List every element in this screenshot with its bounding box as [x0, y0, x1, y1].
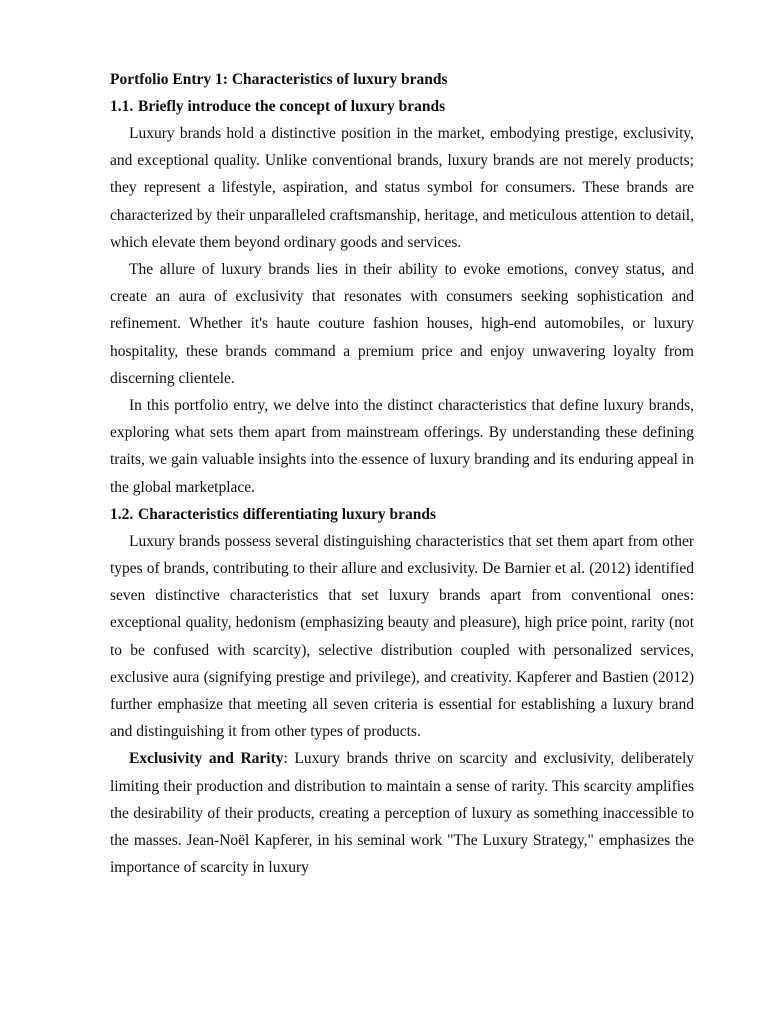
- document-title: Portfolio Entry 1: Characteristics of luxury brands: [110, 71, 448, 88]
- section-number: 1.2.: [110, 505, 134, 523]
- section-heading-text: Briefly introduce the concept of luxury brands: [138, 98, 446, 115]
- paragraph: The allure of luxury brands lies in their ability to evoke emotions, convey status, and create an aura of exclusivity that resonates with consumers seeking sophistication and refinement. Whether it's haute couture fashion houses, high-end automobiles, or luxury hospitality, these brands command a premium price and enjoy unwavering loyalty from discerning clientele.: [110, 261, 694, 387]
- paragraph: In this portfolio entry, we delve into the distinct characteristics that define luxury brands, exploring what sets them apart from mainstream offerings. By understanding these defining traits, we gain valuable insights into the essence of luxury branding and its enduring appeal in the global marketplace.: [110, 397, 694, 496]
- paragraph: Luxury brands possess several distinguishing characteristics that set them apart from other types of brands, contributing to their allure and exclusivity. De Barnier et al. (2012) identified seven distinctive characteristics that set luxury brands apart from conventional ones: exceptional quality, hedonism (emphasizing beauty and pleasure), high price point, rarity (not to be confused with scarcity), selective distribution coupled with personalized services, exclusive aura (signifying prestige and privilege), and creativity. Kapferer and Bastien (2012) further emphasize that meeting all seven criteria is essential for establishing a luxury brand and distinguishing it from other types of products.: [110, 532, 694, 741]
- document-page: [110, 66, 694, 881]
- section-heading-1-1: [110, 93, 694, 120]
- paragraph-text: : Luxury brands thrive on scarcity and exclusivity, deliberately limiting their production and distribution to maintain a sense of rarity. This scarcity amplifies the desirability of their products, creating a perception of luxury as something inaccessible to the masses. Jean-Noël Kapferer, in his seminal work "The Luxury Strategy," emphasizes the importance of scarcity in luxury: [110, 750, 695, 877]
- paragraph: Luxury brands hold a distinctive position in the market, embodying prestige, exclusivity, and exceptional quality. Unlike conventional brands, luxury brands are not merely products; they represent a lifestyle, aspiration, and status symbol for consumers. These brands are characterized by their unparalleled craftsmanship, heritage, and meticulous attention to detail, which elevate them beyond ordinary goods and services.: [110, 125, 694, 251]
- section-heading-1-2: [110, 501, 694, 528]
- section-number: 1.1.: [110, 98, 134, 115]
- paragraph-exclusivity: [110, 745, 694, 881]
- section-heading-text: Characteristics differentiating luxury brands: [138, 505, 437, 523]
- bold-lead: Exclusivity and Rarity: [129, 750, 284, 768]
